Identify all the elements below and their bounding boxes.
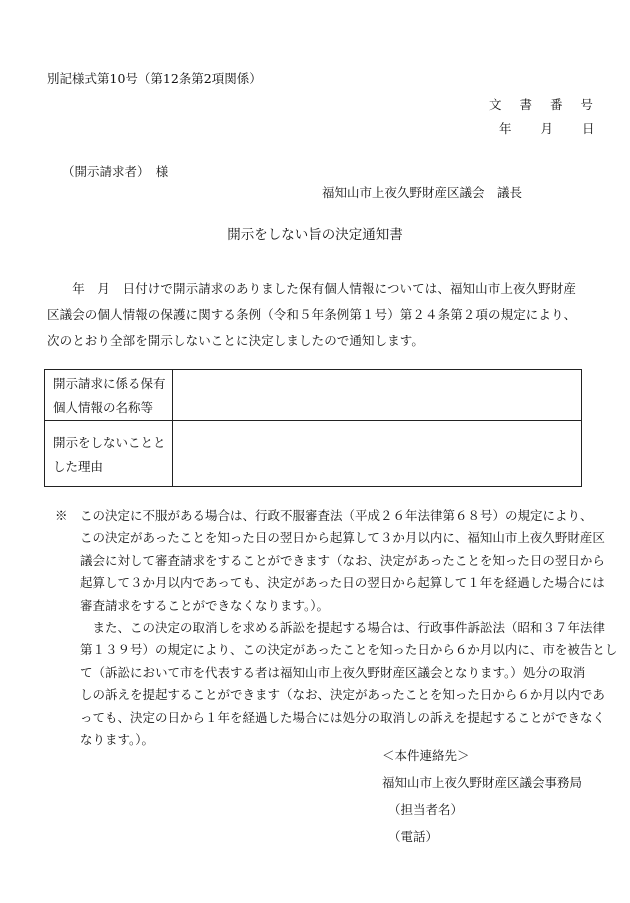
- note-line: 議会に対して審査請求をすることができます（なお、決定があったことを知った日の翌日から: [55, 552, 605, 568]
- body-line: 年 月 日付けで開示請求のありました保有個人情報については、福知山市上夜久野財産: [47, 281, 576, 296]
- note-line: っても、決定の日から１年を経過した場合には処分の取消しの訴えを提起することができなく: [55, 709, 606, 725]
- table-label-line: 個人情報の名称等: [53, 400, 154, 415]
- info-table: [44, 369, 582, 487]
- document-date: [499, 119, 595, 137]
- body-line: 区議会の個人情報の保護に関する条例（令和５年条例第１号）第２４条第２項の規定により、: [47, 307, 577, 322]
- document-title: 開示をしない旨の決定通知書: [227, 227, 403, 243]
- table-row-reason: [45, 421, 581, 487]
- table-label: [53, 431, 166, 479]
- notes: [55, 505, 617, 751]
- date-day: 日: [582, 121, 595, 136]
- date-month: 月: [540, 121, 554, 136]
- note-line: 審査請求をすることができなくなります。）。: [55, 597, 330, 613]
- contact-person: （担当者名）: [388, 802, 464, 817]
- contact-heading: ＜本件連絡先＞: [382, 748, 470, 763]
- body-text: [47, 276, 587, 354]
- table-label: [53, 372, 166, 420]
- note-line: 起算して３か月以内であっても、決定があった日の翌日から起算して１年を経過した場合には: [55, 575, 605, 591]
- table-label-line: した理由: [53, 459, 104, 474]
- recipient: （開示請求者） 様: [62, 164, 169, 179]
- table-label-line: 開示をしないことと: [53, 435, 166, 450]
- note-line: 第１３９号）の規定により、この決定があったことを知った日から６か月以内に、市を被告とし: [55, 642, 618, 658]
- contact-office: 福知山市上夜久野財産区議会事務局: [382, 775, 583, 790]
- table-label-line: 開示請求に係る保有: [53, 376, 166, 391]
- note-line: て（訴訟において市を代表する者は福知山市上夜久野財産区議会となります。）処分の取消: [55, 664, 586, 680]
- note-line: しの訴えを提起することができます（なお、決定があったことを知った日から６か月以内であ: [55, 687, 605, 703]
- note-line: なります。）。: [55, 732, 155, 748]
- issuer: 福知山市上夜久野財産区議会 議長: [322, 185, 523, 200]
- note-line: ※ この決定に不服がある場合は、行政不服審査法（平成２６年法律第６８号）の規定により、: [55, 508, 593, 523]
- contact-info: [382, 742, 582, 850]
- contact-phone: （電話）: [388, 829, 439, 844]
- note-line: この決定があったことを知った日の翌日から起算して３か月以内に、福知山市上夜久野財産区: [55, 530, 605, 546]
- body-line: 次のとおり全部を開示しないことに決定しましたので通知します。: [47, 333, 425, 348]
- table-row-info-name: [45, 370, 581, 421]
- document-number-label: 文 書 番 号: [489, 97, 600, 112]
- date-year: 年: [499, 121, 512, 136]
- note-line: また、この決定の取消しを求める訴訟を提起する場合は、行政事件訴訟法（昭和３７年法律: [55, 620, 606, 636]
- form-number: 別記様式第10号（第12条第2項関係）: [47, 71, 262, 86]
